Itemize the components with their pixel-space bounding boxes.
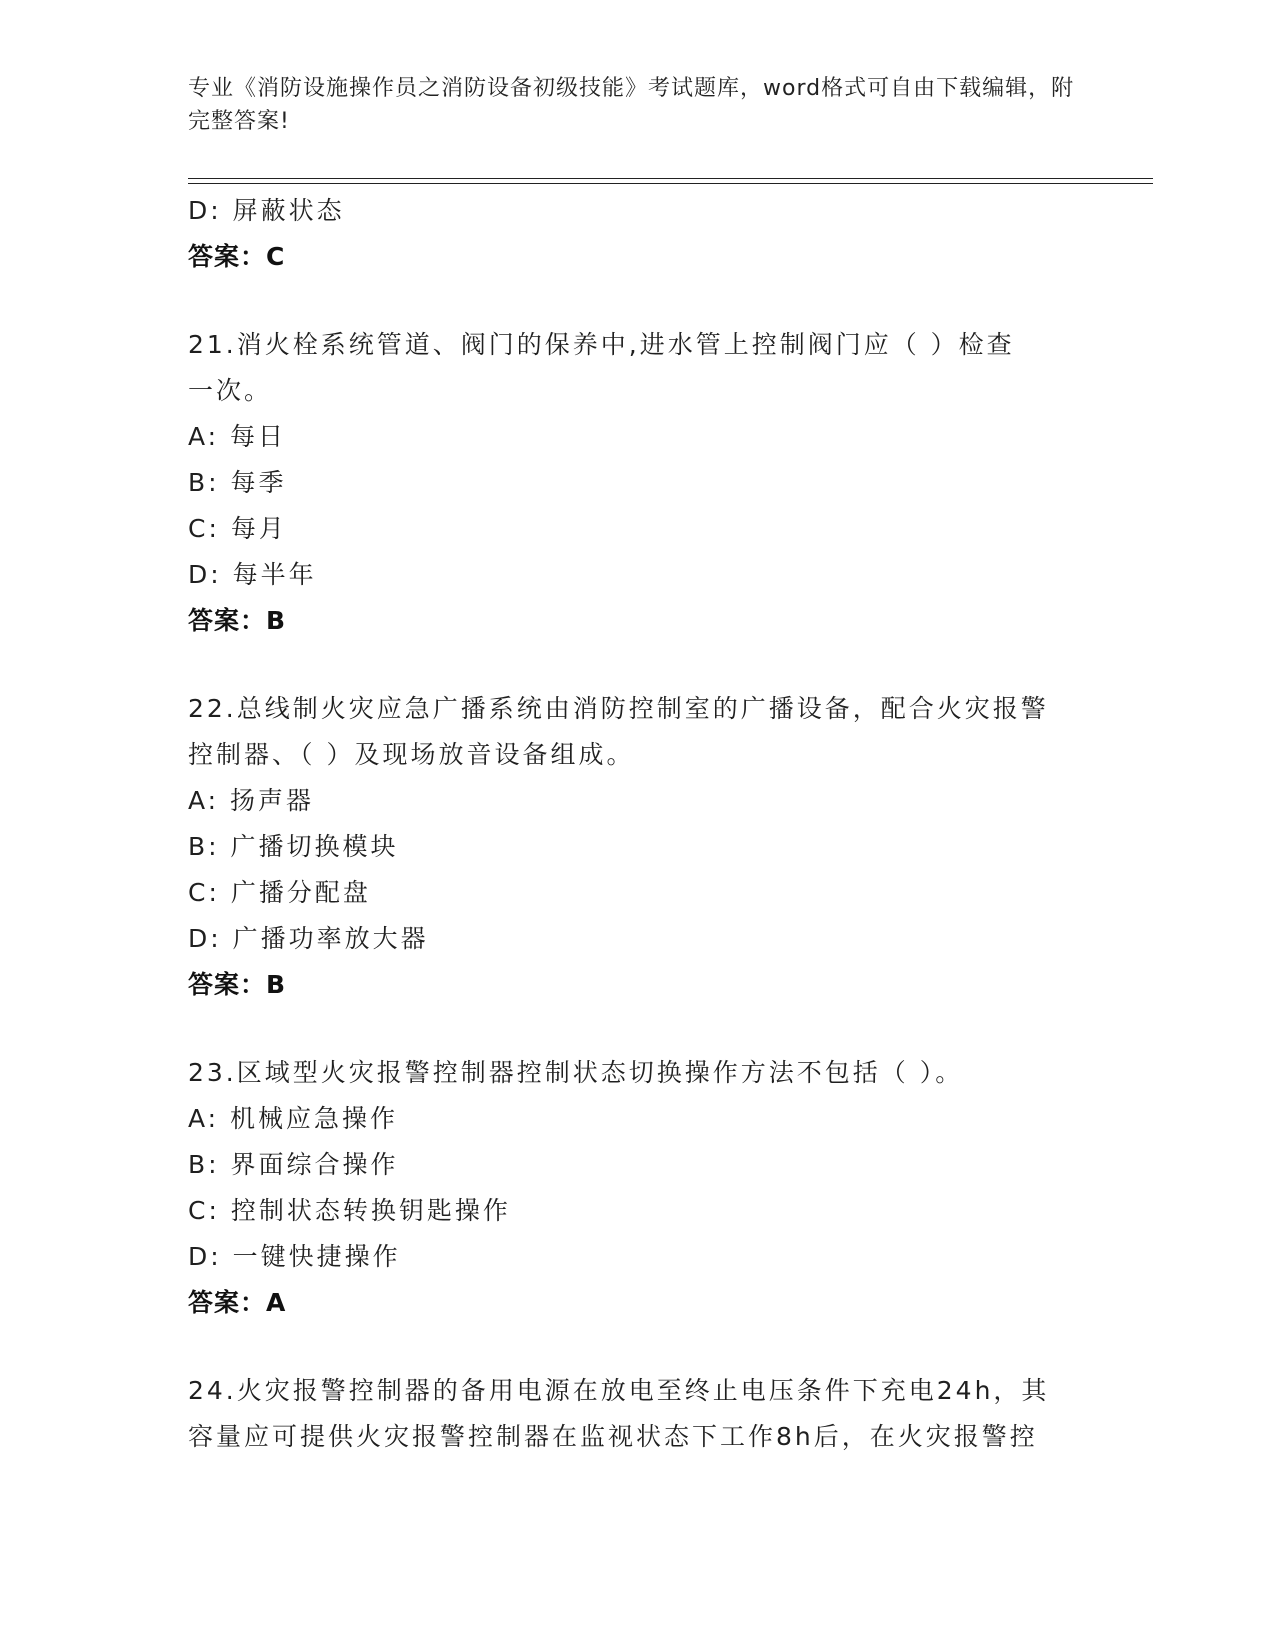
question-22-answer: 答案：B xyxy=(188,970,287,999)
question-21-option-b: B: 每季 xyxy=(188,468,287,497)
question-23-option-d: D: 一键快捷操作 xyxy=(188,1242,401,1271)
question-23-option-a: A: 机械应急操作 xyxy=(188,1104,399,1133)
question-22-option-d: D: 广播功率放大器 xyxy=(188,924,429,953)
carryover-option-d: D: 屏蔽状态 xyxy=(188,196,345,225)
document-header-note: 专业《消防设施操作员之消防设备初级技能》考试题库，word格式可自由下载编辑，附完整答案! xyxy=(188,76,1075,134)
question-22 xyxy=(188,686,1088,1008)
question-22-stem-line1: 22.总线制火灾应急广播系统由消防控制室的广播设备，配合火灾报警 xyxy=(188,694,1049,723)
question-22-option-a: A: 扬声器 xyxy=(188,786,315,815)
question-22-option-b: B: 广播切换模块 xyxy=(188,832,399,861)
question-23-stem-line1: 23.区域型火灾报警控制器控制状态切换操作方法不包括（ ）。 xyxy=(188,1058,964,1087)
question-22-stem-line2: 控制器、（ ）及现场放音设备组成。 xyxy=(188,740,635,769)
question-21-stem-line1: 21.消火栓系统管道、阀门的保养中,进水管上控制阀门应（ ）检查 xyxy=(188,330,1015,359)
spacer xyxy=(188,1008,1088,1050)
header-divider-bottom xyxy=(188,183,1153,184)
question-23 xyxy=(188,1050,1088,1326)
question-23-option-b: B: 界面综合操作 xyxy=(188,1150,399,1179)
header-divider-top xyxy=(188,178,1153,179)
question-23-answer: 答案：A xyxy=(188,1288,287,1317)
question-21-option-a: A: 每日 xyxy=(188,422,287,451)
question-21-stem-line2: 一次。 xyxy=(188,376,273,405)
spacer xyxy=(188,1326,1088,1368)
question-content xyxy=(188,188,1088,1460)
question-24 xyxy=(188,1368,1088,1460)
question-23-option-c: C: 控制状态转换钥匙操作 xyxy=(188,1196,511,1225)
question-24-stem-line2: 容量应可提供火灾报警控制器在监视状态下工作8h后，在火灾报警控 xyxy=(188,1422,1038,1451)
question-21-answer: 答案：B xyxy=(188,606,287,635)
question-22-option-c: C: 广播分配盘 xyxy=(188,878,371,907)
spacer xyxy=(188,280,1088,322)
spacer xyxy=(188,644,1088,686)
question-21-option-c: C: 每月 xyxy=(188,514,287,543)
question-24-stem-line1: 24.火灾报警控制器的备用电源在放电至终止电压条件下充电24h，其 xyxy=(188,1376,1050,1405)
question-21-option-d: D: 每半年 xyxy=(188,560,317,589)
question-21 xyxy=(188,322,1088,644)
carryover-answer: 答案：C xyxy=(188,242,286,271)
